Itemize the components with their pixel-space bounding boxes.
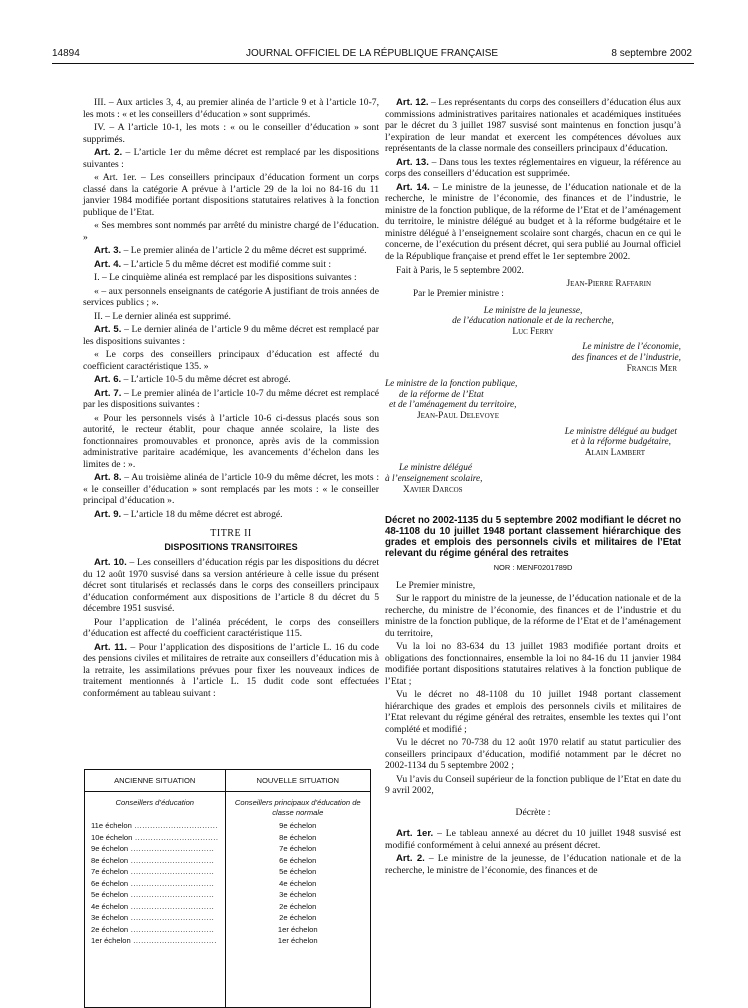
article-label: Art. 13. — [396, 156, 429, 168]
signatory-name: Francis Mer — [626, 363, 677, 374]
article-text: – Le tableau annexé au décret du 10 juillet 1948 susvisé est modifié conformément à celui annexé au présent décret. — [385, 828, 681, 851]
paragraph: III. – Aux articles 3, 4, au premier alinéa de l’article 9 et à l’article 10-7, les mots : « et les conseillers d’éducation » sont supprimés. — [83, 97, 379, 120]
new-echelon: 5e échelon — [279, 867, 317, 876]
article-13 — [385, 157, 681, 180]
article-label: Art. 9. — [94, 508, 122, 520]
old-echelon: 8e échelon ..... — [91, 855, 219, 867]
minister-title: Le ministre délégué — [399, 463, 472, 474]
article-label: Art. 5. — [94, 324, 122, 335]
old-rows — [91, 820, 219, 947]
paragraph: Le Premier ministre, — [396, 579, 476, 591]
new-echelon: 3e échelon — [279, 890, 317, 899]
minister-title: de l’éducation nationale et de la recherche, — [452, 316, 614, 327]
signatory-name: Jean-Pierre Raffarin — [566, 278, 651, 289]
old-echelon: 1er échelon ..... — [91, 935, 219, 947]
quote: « Pour les personnels visés à l’article 10-6 ci-dessus placés sous son autorité, le recteur établit, pour chaque année scolaire, la liste des fonctionnaires promouvables et prononce, après avis de la commission administrative paritaire académique, les avancements d’échelon dans les limites de : ». — [83, 412, 379, 470]
article-label: Art. 10. — [94, 557, 127, 568]
article-label: Art. 3. — [94, 245, 122, 256]
minister-title: Le ministre de la fonction publique, — [385, 379, 518, 390]
paragraph: Pour l’application de l’alinéa précédent, le corps des conseillers d’éducation est affecté du coefficient caractéristique 115. — [83, 616, 379, 639]
paragraph: II. – Le dernier alinéa est supprimé. — [94, 310, 231, 322]
article-text: – Les représentants du corps des conseillers d’éducation élus aux commissions administratives paritaires nationales et académiques instituées par le décret du 3 juillet 1987 susvisé sont maintenus en fonction jusqu’à l’expiration de leur mandat et exercent les compétences dévolues aux représentants de la classe normale des conseillers principaux d’éducation. — [385, 97, 681, 154]
article-label: Art. 12. — [396, 97, 429, 108]
table-header: NOUVELLE SITUATION — [225, 770, 370, 792]
article-9 — [83, 509, 379, 521]
article-text: – L’article 1er du même décret est remplacé par les dispositions suivantes : — [83, 147, 379, 170]
visa: Sur le rapport du ministre de la jeunesse, de l’éducation nationale et de la recherche, du ministre de l’économie, des finances et de l’industrie et du ministre de la fonction publique, de la réforme de l’Etat et de l’aménagement du territoire, — [385, 593, 681, 639]
minister-title: Le ministre de la jeunesse, — [483, 305, 583, 316]
article-7 — [83, 388, 379, 411]
fait-a-paris: Fait à Paris, le 5 septembre 2002. — [396, 265, 524, 276]
article-text: – Le premier alinéa de l’article 2 du même décret est supprimé. — [121, 245, 367, 256]
paragraph: I. – Le cinquième alinéa est remplacé par les dispositions suivantes : — [94, 272, 357, 283]
minister-title: Le ministre de l’économie, — [582, 342, 681, 353]
paragraph: IV. – A l’article 10-1, les mots : « ou le conseiller d’éducation » sont supprimés. — [83, 122, 379, 145]
article-text: – L’article 10-5 du même décret est abrogé. — [121, 374, 291, 385]
article-label: Art. 14. — [396, 181, 430, 193]
article-4 — [83, 259, 379, 271]
new-echelon: 1er échelon — [277, 936, 318, 945]
article-text: – L’article 5 du même décret est modifié comme suit : — [121, 258, 332, 270]
article-label: Art. 11. — [94, 641, 128, 653]
old-echelon: 9e échelon ..... — [91, 843, 219, 855]
article-text: – Au troisième alinéa de l’article 10-9 du même décret, les mots : « le conseiller d’éducation » sont remplacés par les mots : « le conseiller principal d’éducation ». — [83, 472, 379, 506]
new-echelon: 2e échelon — [279, 913, 317, 922]
minister-title: des finances et de l’industrie, — [571, 353, 681, 364]
minister-title: Le ministre délégué au budget — [564, 426, 677, 437]
new-echelon: 8e échelon — [279, 832, 317, 842]
new-echelon: 2e échelon — [279, 901, 317, 911]
new-rows — [232, 820, 364, 947]
header-rule — [52, 63, 694, 64]
page-header — [52, 48, 692, 62]
old-echelon: 10e échelon ..... — [91, 832, 219, 844]
new-echelon: 6e échelon — [279, 855, 317, 865]
signatures — [385, 279, 681, 496]
page-number: 14894 — [52, 48, 80, 59]
minister-title: et à la réforme budgétaire, — [571, 437, 671, 448]
journal-title: JOURNAL OFFICIEL DE LA RÉPUBLIQUE FRANÇAISE — [245, 48, 499, 59]
old-echelon: 7e échelon ..... — [91, 866, 219, 878]
old-echelon: 2e échelon ..... — [91, 924, 219, 936]
article-text: – Les conseillers d’éducation régis par les dispositions du décret du 12 août 1970 susvisé dans sa version antérieure à celle issue du présent décret sont titularisés et reclassés dans le corps des conseillers principaux d’éducation conformément aux dispositions de l’article 8 du décret du 5 décembre 1951 susvisé. — [83, 557, 379, 614]
section-subtitle: DISPOSITIONS TRANSITOIRES — [164, 541, 298, 552]
article-text: – Le ministre de la jeunesse, de l’éducation nationale et de la recherche, le ministre de l’économie, des finances et de l’industrie, le ministre de la fonction publique, de la réforme de l’Etat et de l’aménagement du territoire, le ministre délégué au budget et à la réforme budgétaire et le ministre délégué à l’enseignement scolaire sont chargés, chacun en ce qui le concerne, de l’exécution du présent décret, qui sera publié au Journal officiel de la République française et prend effet le 1er septembre 2002. — [385, 181, 681, 262]
article-5 — [83, 324, 379, 347]
article-11 — [83, 642, 379, 700]
quote: « Art. 1er. – Les conseillers principaux d’éducation forment un corps classé dans la catégorie A prévue à l’article 29 de la loi no 84-16 du 11 janvier 1984 modifiée portant dispositions statutaires relatives à la fonction publique de l’Etat. — [83, 172, 379, 218]
article-label: Art. 7. — [94, 387, 122, 399]
article-text: – Le ministre de la jeunesse, de l’éducation nationale et de la recherche, le ministre de l’économie, des finances et de — [385, 853, 681, 876]
table-header: ANCIENNE SITUATION — [85, 770, 226, 792]
quote: « Le corps des conseillers principaux d’éducation est affecté du coefficient caractéristique 135. » — [83, 349, 379, 372]
article-label: Art. 4. — [94, 258, 122, 270]
new-echelon: 4e échelon — [279, 878, 317, 888]
issue-date: 8 septembre 2002 — [611, 48, 692, 59]
article-text: – Le dernier alinéa de l’article 9 du même décret est remplacé par les dispositions suivantes : — [83, 324, 379, 347]
par-premier-ministre: Par le Premier ministre : — [413, 289, 504, 300]
article-12 — [385, 97, 681, 155]
article-2 — [83, 147, 379, 170]
decrete: Décrète : — [515, 806, 551, 818]
right-column — [385, 97, 681, 878]
new-situation-cell — [225, 792, 370, 1008]
article-label: Art. 1er. — [396, 828, 434, 840]
column-title: Conseillers principaux d’éducation de classe normale — [234, 798, 361, 817]
signatory-name: Xavier Darcos — [403, 484, 463, 495]
old-echelon: 6e échelon ..... — [91, 878, 219, 890]
article-text: – Le premier alinéa de l’article 10-7 du même décret est remplacé par les dispositions suivantes : — [83, 387, 379, 410]
signatory-name: Alain Lambert — [584, 447, 645, 458]
old-echelon: 5e échelon ..... — [91, 889, 219, 901]
minister-title: de la réforme de l’Etat — [399, 389, 484, 400]
article-3 — [83, 245, 379, 257]
article-label: Art. 2. — [396, 853, 425, 865]
visa: Vu la loi no 83-634 du 13 juillet 1983 modifiée portant droits et obligations des fonctionnaires, ensemble la loi no 84-16 du 11 janvier 1984 modifiée portant dispositions statutaires relatives à la fonction publique de l’Etat ; — [385, 641, 681, 687]
new-echelon: 9e échelon — [279, 821, 317, 830]
minister-title: et de l’aménagement du territoire, — [389, 400, 517, 411]
old-echelon: 11e échelon ..... — [91, 820, 219, 832]
article-text: – Pour l’application des dispositions de l’article L. 16 du code des pensions civiles et militaires de retraite aux conseillers d’éducation mis à la retraite, les assimilations prévues pour fixer les nouveaux indices de traitement mentionnés à l’article L. 15 dudit code sont effectuées conformément au tableau suivant : — [83, 641, 379, 699]
article-label: Art. 8. — [94, 472, 122, 483]
signatory-name: Jean-Paul Delevoye — [417, 411, 499, 422]
article-10 — [83, 557, 379, 615]
old-echelon: 4e échelon ..... — [91, 901, 219, 913]
new-echelon: 7e échelon — [279, 844, 317, 853]
quote: « – aux personnels enseignants de catégorie A justifiant de trois années de services publics ; ». — [83, 285, 379, 308]
minister-title: à l’enseignement scolaire, — [385, 474, 483, 484]
article-text: – Dans tous les textes réglementaires en vigueur, la référence au corps des conseillers d’éducation est supprimée. — [385, 156, 682, 179]
visa: Vu l’avis du Conseil supérieur de la fonction publique de l’Etat en date du 9 avril 2002, — [385, 773, 681, 797]
visa: Vu le décret no 70-738 du 12 août 1970 relatif au statut particulier des conseillers principaux d’éducation, modifié notamment par le décret no 2002-1134 du 5 septembre 2002 ; — [385, 737, 681, 772]
old-situation-cell — [85, 792, 226, 1008]
quote: « Ses membres sont nommés par arrêté du ministre chargé de l’éducation. » — [83, 220, 379, 243]
visa: Vu le décret no 48-1108 du 10 juillet 1948 portant classement hiérarchique des grades et emplois des personnels civils et militaires de l’Etat relevant du régime général des retraites, ensemble les textes qui l’ont complété et modifié ; — [385, 689, 681, 735]
decree-title: Décret no 2002-1135 du 5 septembre 2002 modifiant le décret no 48-1108 du 10 juillet 1948 portant classement hiérarchique des grades et emplois des personnels civils et militaires de l’Etat relevant du régime général des retraites — [385, 515, 681, 560]
article-text: – L’article 18 du même décret est abrogé. — [121, 508, 283, 520]
article-label: Art. 6. — [94, 374, 122, 385]
nor-reference: NOR : MENF0201789D — [493, 563, 573, 573]
article-2 — [385, 853, 681, 876]
left-column — [83, 97, 379, 701]
article-8 — [83, 472, 379, 507]
old-echelon: 3e échelon ..... — [91, 912, 219, 924]
section-title: TITRE II — [210, 528, 252, 539]
new-echelon: 1er échelon — [277, 924, 318, 934]
column-title: Conseillers d’éducation — [115, 798, 195, 807]
article-6 — [83, 374, 379, 386]
article-14 — [385, 182, 681, 263]
article-label: Art. 2. — [94, 147, 123, 158]
signatory-name: Luc Ferry — [512, 326, 554, 337]
article-1 — [385, 828, 681, 851]
correspondence-table — [84, 769, 371, 1008]
